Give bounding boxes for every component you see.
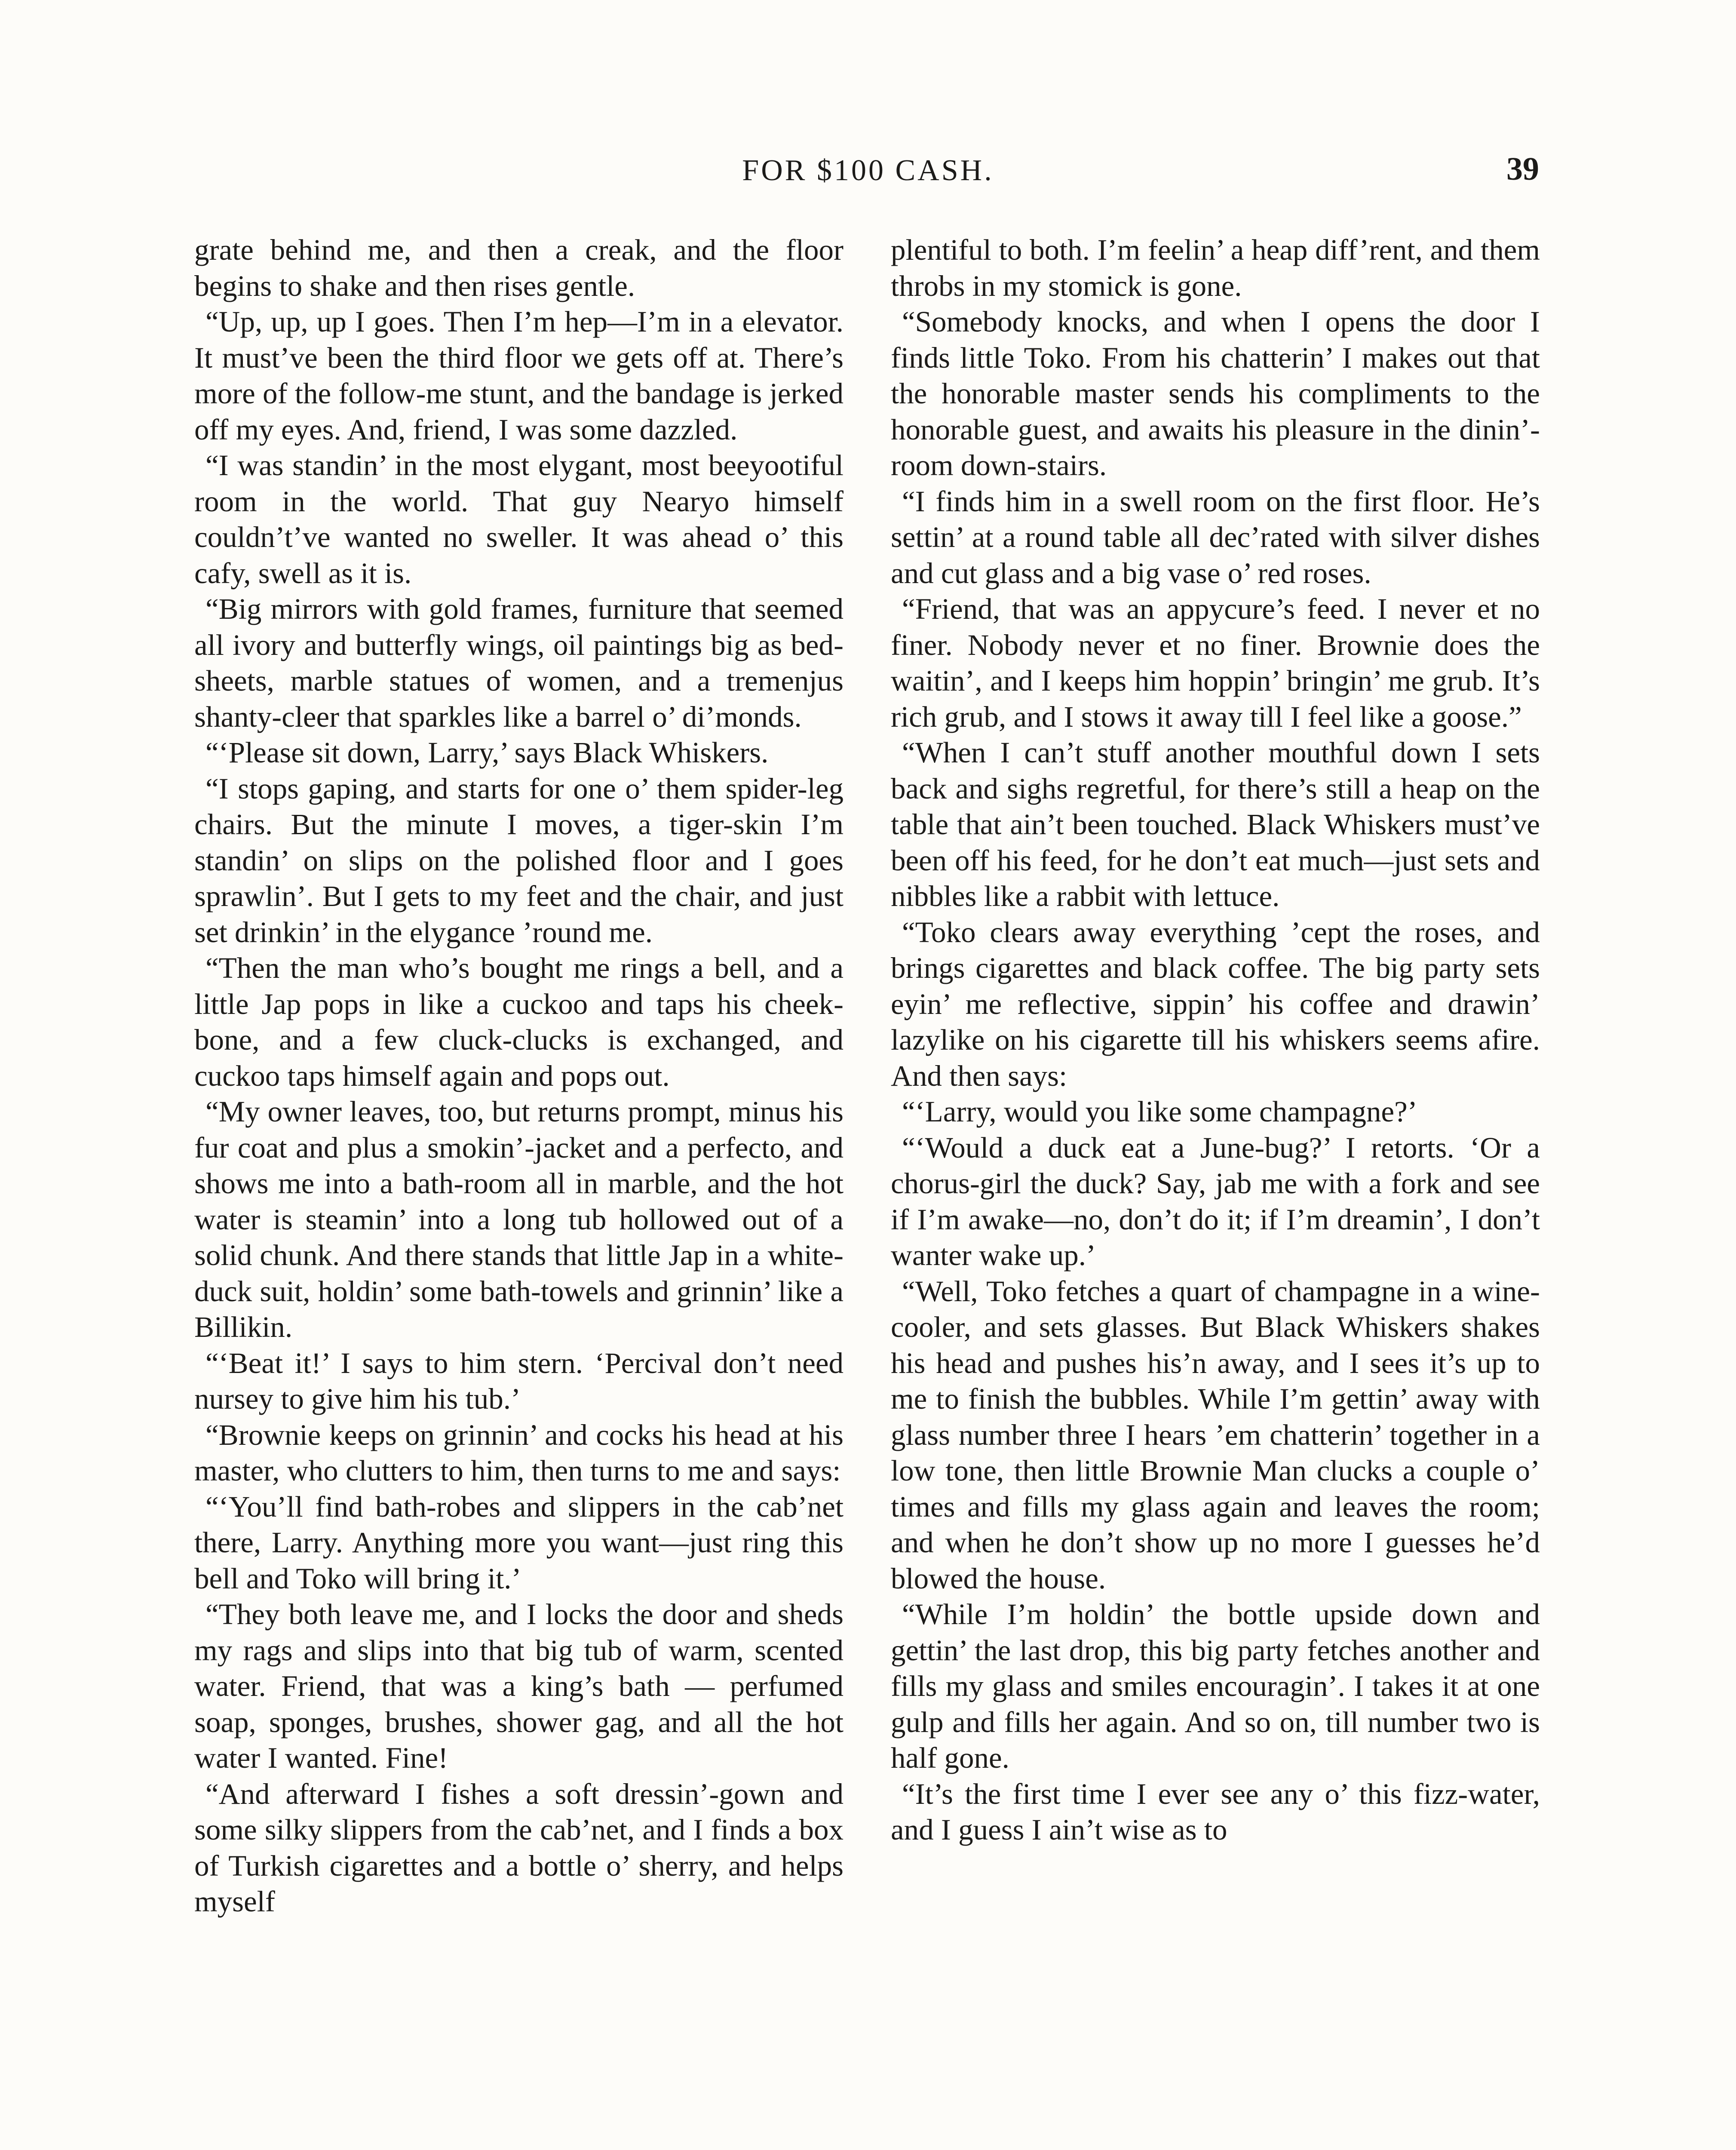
paragraph: “‘Larry, would you like some champagne?’ <box>902 1095 1417 1128</box>
paragraph: “‘Would a duck eat a June-bug?’ I retorts. ‘Or a chorus-girl the duck? Say, jab me with a fork and see if I’m awake—no, don’t do it; if I’m dreamin’, I don’t wanter wake up.’ <box>891 1131 1540 1272</box>
paragraph: “‘You’ll find bath-robes and slippers in the cab’net there, Larry. Anything more you want—just ring this bell and Toko will bring it.’ <box>194 1490 843 1595</box>
paragraph: “Then the man who’s bought me rings a bell, and a little Jap pops in like a cuckoo and taps his cheek-bone, and a few cluck-clucks is exchanged, and cuckoo taps himself again and pops out. <box>194 952 843 1092</box>
paragraph: “While I’m holdin’ the bottle upside down and gettin’ the last drop, this big party fetches another and fills my glass and smiles encouragin’. I takes it at one gulp and fills her again. And so on, till number two is half gone. <box>891 1598 1540 1774</box>
paragraph: “Brownie keeps on grinnin’ and cocks his head at his master, who clutters to him, then turns to me and says: <box>194 1418 843 1487</box>
paragraph: “They both leave me, and I locks the door and sheds my rags and slips into that big tub of warm, scented water. Friend, that was a king’s bath — perfumed soap, sponges, brushes, shower gag, and all the hot water I wanted. Fine! <box>194 1598 843 1774</box>
paragraph: “It’s the first time I ever see any o’ this fizz-water, and I guess I ain’t wise as to <box>891 1777 1540 1846</box>
paragraph: “I stops gaping, and starts for one o’ them spider-leg chairs. But the minute I moves, a tiger-skin I’m standin’ on slips on the polished floor and I goes sprawlin’. But I gets to my feet and the chair, and just set drinkin’ in the elygance ’round me. <box>194 772 843 949</box>
paragraph: “Well, Toko fetches a quart of champagne in a wine-cooler, and sets glasses. But Black Whiskers shakes his head and pushes his’n away, and I sees it’s up to me to finish the bubbles. While I’m gettin’ away with glass number three I hears ’em chatterin’ together in a low tone, then little Brownie Man clucks a couple o’ times and fills my glass again and leaves the room; and when he don’t show up no more I guesses he’d blowed the house. <box>891 1275 1540 1595</box>
paragraph: “My owner leaves, too, but returns prompt, minus his fur coat and plus a smokin’-jacket and a perfecto, and shows me into a bath-room all in marble, and the hot water is steamin’ into a long tub hollowed out of a solid chunk. And there stands that little Jap in a white-duck suit, holdin’ some bath-towels and grinnin’ like a Billikin. <box>194 1095 843 1343</box>
right-text-column <box>891 232 1540 2150</box>
page-number: 39 <box>1506 151 1539 187</box>
paragraph: “Toko clears away everything ’cept the roses, and brings cigarettes and black coffee. The big party sets eyin’ me reflective, sippin’ his coffee and drawin’ lazylike on his cigarette till his whiskers seems afire. And then says: <box>891 915 1540 1092</box>
paragraph: “‘Please sit down, Larry,’ says Black Whiskers. <box>205 736 769 769</box>
paragraph: grate behind me, and then a creak, and the floor begins to shake and then rises gentle. <box>194 233 843 302</box>
running-title: FOR $100 CASH. <box>742 154 994 187</box>
paragraph: “Big mirrors with gold frames, furniture that seemed all ivory and butterfly wings, oil paintings big as bed-sheets, marble statues of women, and a tremenjus shanty-cleer that sparkles like a barrel o’ di’monds. <box>194 593 843 733</box>
paragraph: “When I can’t stuff another mouthful down I sets back and sighs regretful, for there’s still a heap on the table that ain’t been touched. Black Whiskers must’ve been off his feed, for he don’t eat much—just sets and nibbles like a rabbit with lettuce. <box>891 736 1540 912</box>
paragraph: “Somebody knocks, and when I opens the door I finds little Toko. From his chatterin’ I makes out that the honorable master sends his compliments to the honorable guest, and awaits his pleasure in the dinin’-room down-stairs. <box>891 305 1540 482</box>
paragraph: “I finds him in a swell room on the first floor. He’s settin’ at a round table all dec’rated with silver dishes and cut glass and a big vase o’ red roses. <box>891 485 1540 590</box>
paragraph: “Up, up, up I goes. Then I’m hep—I’m in a elevator. It must’ve been the third floor we gets off at. There’s more of the follow-me stunt, and the bandage is jerked off my eyes. And, friend, I was some dazzled. <box>194 305 843 446</box>
paragraph: “I was standin’ in the most elygant, most beeyootiful room in the world. That guy Nearyo himself couldn’t’ve wanted no sweller. It was ahead o’ this cafy, swell as it is. <box>194 449 843 590</box>
paragraph: “And afterward I fishes a soft dressin’-gown and some silky slippers from the cab’net, and I finds a box of Turkish cigarettes and a bottle o’ sherry, and helps myself <box>194 1777 843 1918</box>
paragraph: “Friend, that was an appycure’s feed. I never et no finer. Nobody never et no finer. Brownie does the waitin’, and I keeps him hoppin’ bringin’ me grub. It’s rich grub, and I stows it away till I feel like a goose.” <box>891 593 1540 733</box>
left-text-column <box>194 232 843 2150</box>
paragraph: plentiful to both. I’m feelin’ a heap diff’rent, and them throbs in my stomick is gone. <box>891 233 1540 302</box>
paragraph: “‘Beat it!’ I says to him stern. ‘Percival don’t need nursey to give him his tub.’ <box>194 1346 843 1415</box>
